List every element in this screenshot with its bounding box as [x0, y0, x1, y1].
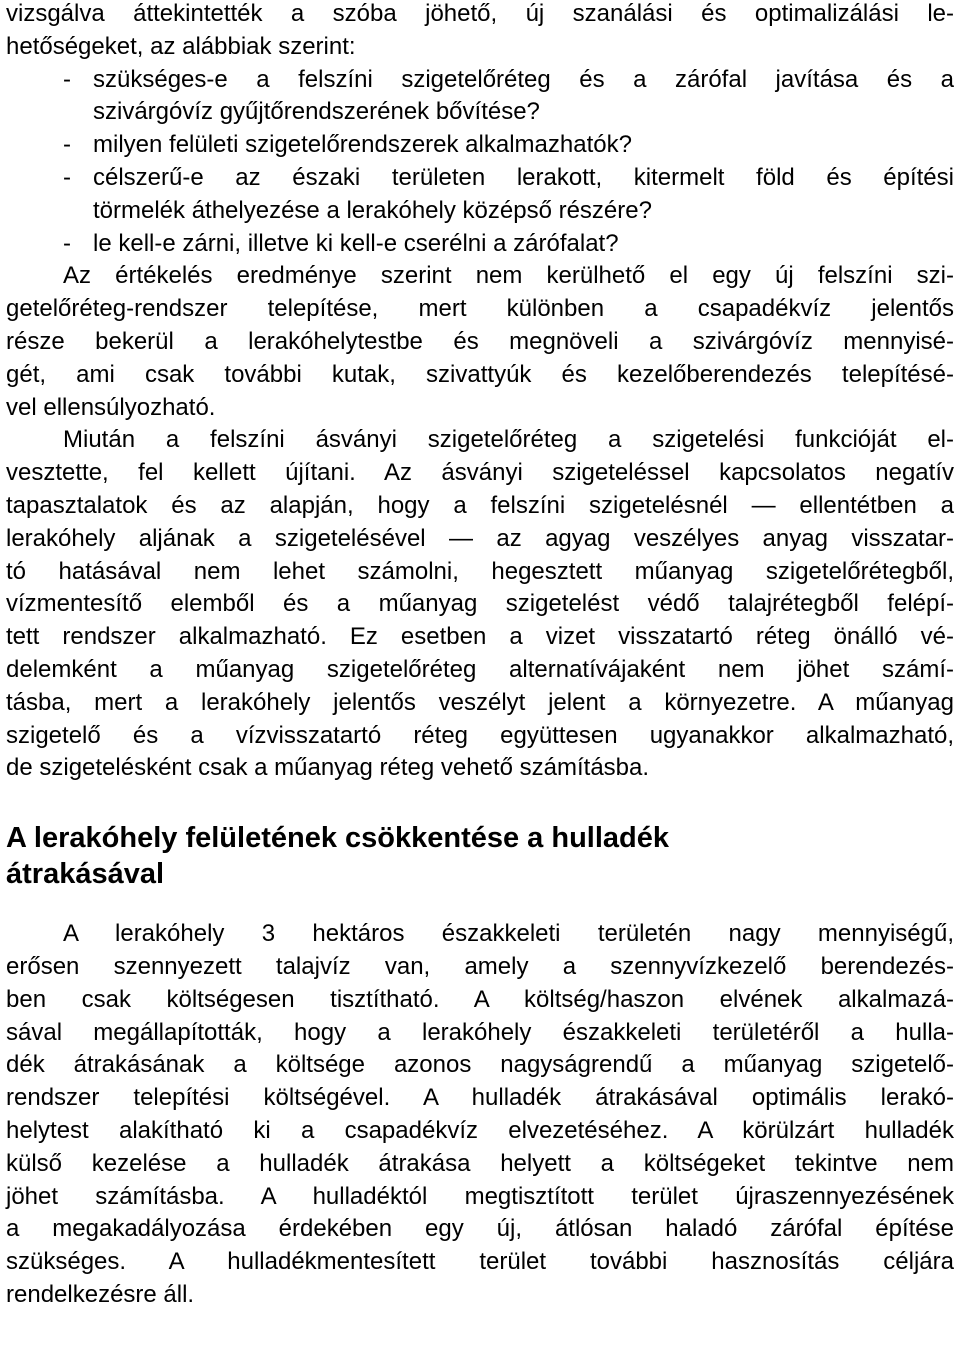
question-text: le kell-e zárni, illetve ki kell-e cserélni a zárófalat?	[93, 229, 619, 257]
text-line: külső kezelése a hulladék átrakása helyett a költségeket tekintve nem	[6, 1149, 954, 1177]
text-line: getelőréteg-rendszer telepítése, mert különben a csapadékvíz jelentős	[6, 295, 954, 323]
mineral-layer-paragraph	[6, 424, 954, 785]
text-line: jöhet számításba. A hulladéktól megtisztított terület újraszennyezésének	[6, 1182, 954, 1210]
question-text: szükséges-e a felszíni szigetelőréteg és a zárófal javítása és a	[93, 65, 954, 93]
question-list	[6, 64, 954, 261]
text-line: szivárgóvíz gyűjtőrendszerének bővítése?	[93, 98, 540, 126]
text-line: rendszer telepítési költségével. A hulladék átrakásával optimális lerakó-	[6, 1084, 954, 1112]
text-line: de szigetelésként csak a műanyag réteg vehető számításba.	[6, 754, 650, 782]
text-line: Az értékelés eredménye szerint nem kerülhető el egy új felszíni szi-	[63, 262, 954, 290]
text-line: vízmentesítő elemből és a műanyag szigetelést védő talajrétegből felépí-	[6, 590, 954, 618]
text-line: tó hatásával nem lehet számolni, hegesztett műanyag szigetelőrétegből,	[6, 557, 954, 585]
relocation-paragraph	[6, 918, 954, 1312]
text-line: sával megállapították, hogy a lerakóhely északkeleti területéről a hulla-	[6, 1018, 954, 1046]
text-line: törmelék áthelyezése a lerakóhely középső részére?	[93, 196, 652, 224]
dash-bullet: -	[63, 229, 71, 257]
text-line: helytest alakítható ki a csapadékvíz elvezetéséhez. A körülzárt hulladék	[6, 1116, 954, 1144]
list-item	[6, 162, 954, 228]
text-line: szigetelő és a vízvisszatartó réteg együttesen ugyanakkor alkalmazható,	[6, 721, 954, 749]
text-line: tásba, mert a lerakóhely jelentős veszélyt jelent a környezetre. A műanyag	[6, 688, 954, 716]
text-line: dék átrakásának a költsége azonos nagyságrendű a műanyag szigetelő-	[6, 1051, 954, 1079]
text-line: vizsgálva áttekintették a szóba jöhető, új szanálási és optimalizálási le-	[6, 0, 954, 27]
text-line: vesztette, fel kellett újítani. Az ásványi szigeteléssel kapcsolatos negatív	[6, 459, 954, 487]
text-line: lerakóhely aljának a szigetelésével — az agyag veszélyes anyag visszatar-	[6, 524, 954, 552]
section-heading	[6, 820, 954, 892]
text-line	[6, 162, 954, 195]
text-line	[6, 64, 954, 97]
list-item	[6, 129, 954, 162]
question-text: milyen felületi szigetelőrendszerek alkalmazhatók?	[93, 131, 632, 159]
document-page	[6, 0, 954, 1312]
text-line	[6, 129, 954, 162]
text-line: ben csak költségesen tisztítható. A költség/haszon elvének alkalmazá-	[6, 985, 954, 1013]
text-line: része bekerül a lerakóhelytestbe és megnöveli a szivárgóvíz mennyisé-	[6, 327, 954, 355]
text-line: hetőségeket, az alábbiak szerint:	[6, 32, 356, 60]
text-line: A lerakóhely 3 hektáros északkeleti területén nagy mennyiségű,	[63, 920, 954, 948]
dash-bullet: -	[63, 65, 71, 93]
evaluation-paragraph	[6, 260, 954, 424]
list-item	[6, 228, 954, 261]
list-item	[6, 64, 954, 130]
text-line: tapasztalatok és az alapján, hogy a felszíni szigetelésnél — ellentétben a	[6, 491, 954, 519]
text-line	[6, 228, 954, 261]
heading-line: A lerakóhely felületének csökkentése a hulladék	[6, 822, 670, 855]
text-line: a megakadályozása érdekében egy új, átlósan haladó zárófal építése	[6, 1215, 954, 1243]
text-line: tett rendszer alkalmazható. Ez esetben a vizet visszatartó réteg önálló vé-	[6, 623, 954, 651]
text-line: vel ellensúlyozható.	[6, 393, 216, 421]
text-line: delemként a műanyag szigetelőréteg alternatívájaként nem jöhet számí-	[6, 655, 954, 683]
text-line: gét, ami csak további kutak, szivattyúk és kezelőberendezés telepítésé-	[6, 360, 954, 388]
text-line: rendelkezésre áll.	[6, 1280, 195, 1308]
text-line: szükséges. A hulladékmentesített terület további hasznosítás céljára	[6, 1248, 954, 1276]
heading-line: átrakásával	[6, 858, 165, 891]
text-line: Miután a felszíni ásványi szigetelőréteg a szigetelési funkcióját el-	[63, 426, 954, 454]
question-text: célszerű-e az északi területen lerakott, kitermelt föld és építési	[93, 163, 954, 191]
dash-bullet: -	[63, 163, 71, 191]
text-line: erősen szennyezett talajvíz van, amely a szennyvízkezelő berendezés-	[6, 952, 954, 980]
dash-bullet: -	[63, 131, 71, 159]
intro-paragraph	[6, 0, 954, 64]
